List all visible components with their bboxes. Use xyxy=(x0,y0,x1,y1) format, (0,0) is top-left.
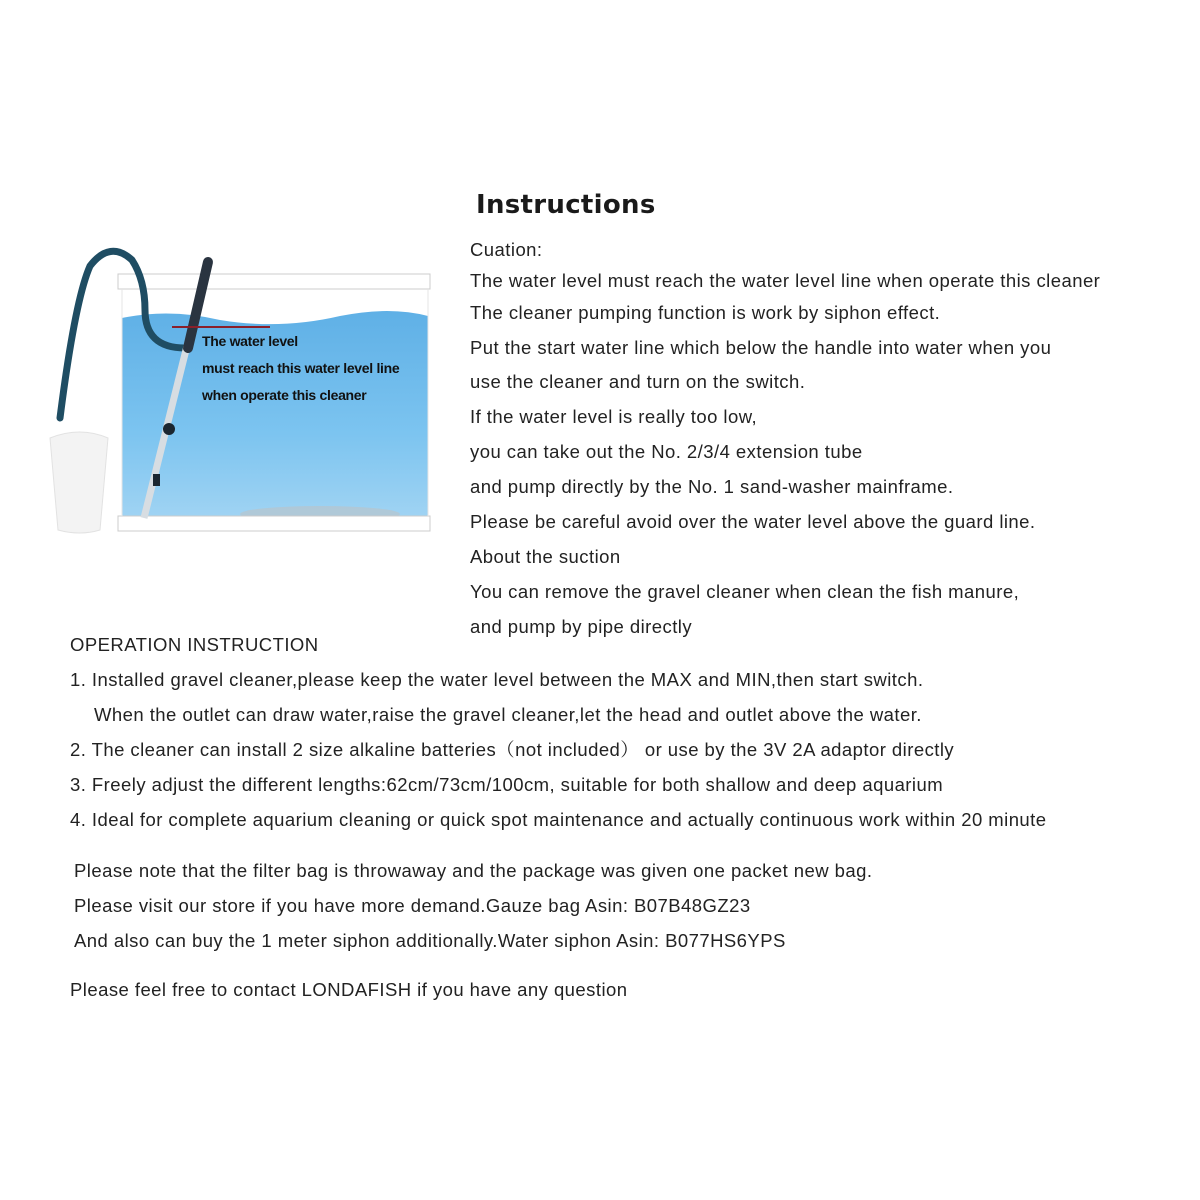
caution-line: use the cleaner and turn on the switch. xyxy=(470,371,806,392)
tank-bottom-rim xyxy=(118,516,430,531)
caution-line: and pump by pipe directly xyxy=(470,616,693,637)
caution-line: You can remove the gravel cleaner when clean the fish manure, xyxy=(470,581,1020,602)
caution-heading: Cuation: xyxy=(470,239,543,260)
caution-line: About the suction xyxy=(470,546,621,567)
operation-step: When the outlet can draw water,raise the gravel cleaner,let the head and outlet above the water. xyxy=(94,704,922,725)
note-line: Please visit our store if you have more demand.Gauze bag Asin: B07B48GZ23 xyxy=(74,895,751,916)
operation-heading: OPERATION INSTRUCTION xyxy=(70,634,319,655)
operation-step: 4. Ideal for complete aquarium cleaning or quick spot maintenance and actually continuous work within 20 minute xyxy=(70,809,1047,830)
caution-line: Please be careful avoid over the water level above the guard line. xyxy=(470,511,1036,532)
label-line: when operate this cleaner xyxy=(202,387,367,403)
label-line: must reach this water level line xyxy=(202,360,400,376)
caution-line: and pump directly by the No. 1 sand-washer mainframe. xyxy=(470,476,954,497)
bucket-icon xyxy=(50,432,108,533)
page-title: Instructions xyxy=(476,190,656,220)
caution-line: you can take out the No. 2/3/4 extension tube xyxy=(470,441,863,462)
operation-step: 3. Freely adjust the different lengths:62cm/73cm/100cm, suitable for both shallow and deep aquarium xyxy=(70,774,944,795)
caution-line: If the water level is really too low, xyxy=(470,406,758,427)
operation-step: 1. Installed gravel cleaner,please keep the water level between the MAX and MIN,then start switch. xyxy=(70,669,924,690)
label-line: The water level xyxy=(202,333,298,349)
aquarium-siphon-illustration xyxy=(20,230,450,550)
note-line: Please note that the filter bag is throwaway and the package was given one packet new bag. xyxy=(74,860,873,881)
contact-line: Please feel free to contact LONDAFISH if you have any question xyxy=(70,979,628,1000)
caution-line: The cleaner pumping function is work by siphon effect. xyxy=(470,302,941,323)
caution-line: The water level must reach the water level line when operate this cleaner xyxy=(470,270,1101,291)
caution-line: Put the start water line which below the handle into water when you xyxy=(470,337,1052,358)
note-line: And also can buy the 1 meter siphon additionally.Water siphon Asin: B077HS6YPS xyxy=(74,930,786,951)
tank-top-rim xyxy=(118,274,430,289)
operation-step: 2. The cleaner can install 2 size alkaline batteries（not included） or use by the 3V 2A adaptor directly xyxy=(70,739,955,760)
